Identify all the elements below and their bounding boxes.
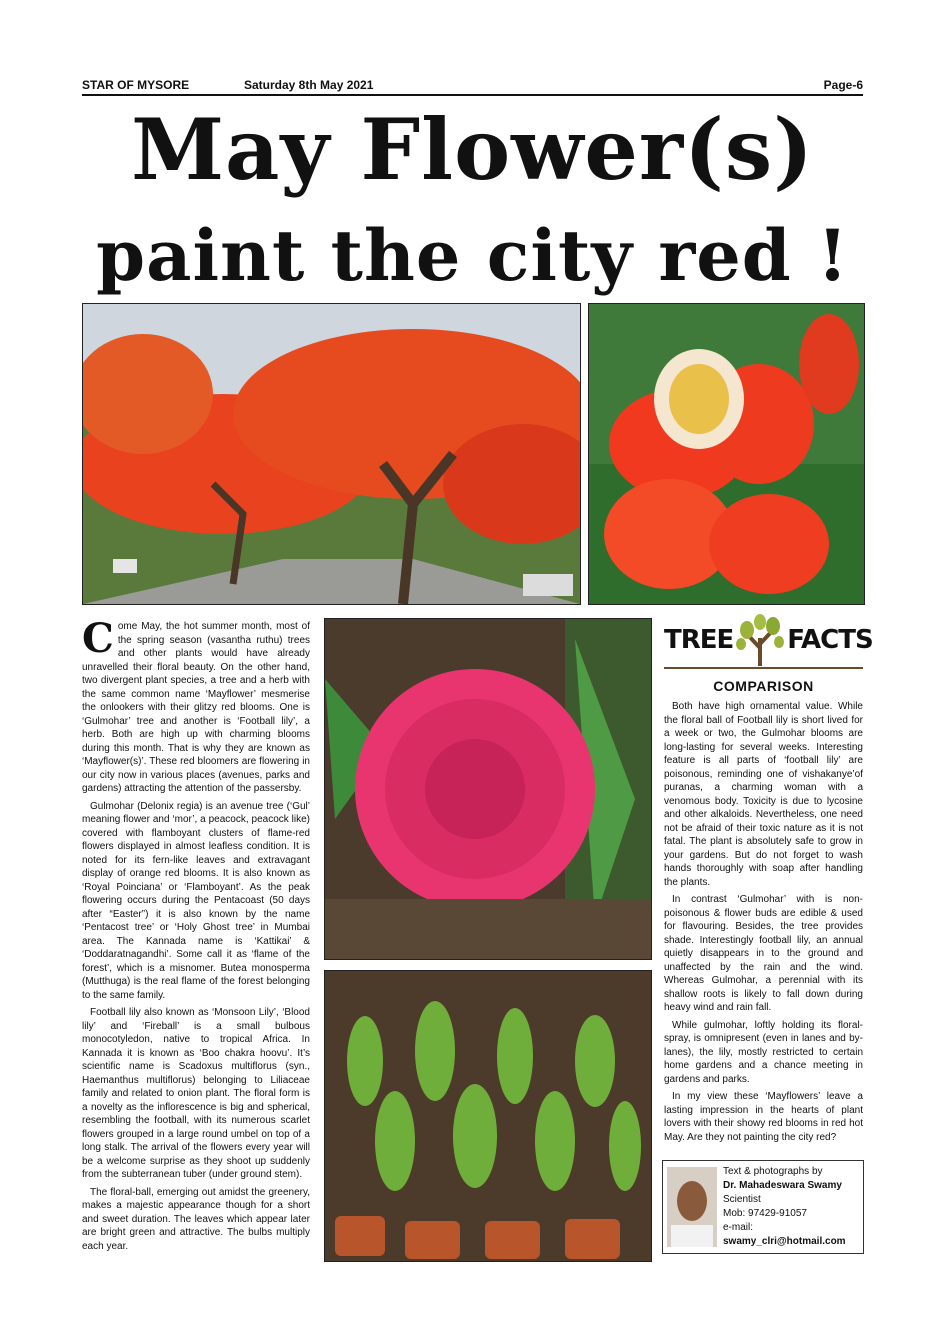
article-paragraph-3: Football lily also known as ‘Monsoon Lily’, ‘Blood lily’ and ‘Fireball’ is a small bulbous monocotyledon, native to tropical Africa. In Kannada it is known as ‘Boo chakra hoovu’. It’s scientific name is Scadoxus multiflorus (syn., Haemanthus multiflorus) belonging to Liliaceae family and related to onion plant. The floral form is a novelty as the inflorescence is big and spherical, resembling the football, with its numerous scarlet flowers grouped in a large round umbel on top of a long stalk. The arrival of the flowers every year will be a welcome surprise as they shoot up suddenly from the subterranean tuber (under ground stem). <box>82 1007 310 1180</box>
headline-line1: May Flower(s) <box>131 100 814 199</box>
football-lily-photo <box>324 618 652 960</box>
drop-cap: C <box>82 615 114 662</box>
gulmohar-avenue-photo <box>82 303 581 605</box>
author-role: Scientist <box>723 1194 761 1205</box>
author-mobile: Mob: 97429-91057 <box>723 1208 807 1219</box>
author-photo <box>667 1167 717 1247</box>
potted-plants-photo <box>324 970 652 1262</box>
tree-facts-word-1: TREE <box>664 625 734 655</box>
email-label: e-mail: <box>723 1222 754 1233</box>
newspaper-name: STAR OF MYSORE <box>82 78 190 92</box>
tree-facts-word-2: FACTS <box>787 625 873 655</box>
tree-facts-column <box>664 700 863 1148</box>
headline-line2: paint the city red ! <box>96 214 849 297</box>
header-rule <box>82 94 863 96</box>
comparison-subhead: COMPARISON <box>713 678 814 694</box>
credit-line: Text & photographs by <box>723 1166 823 1177</box>
tree-facts-banner <box>664 612 873 668</box>
comparison-paragraph-2: In contrast ‘Gulmohar’ with is non-poisonous & flower buds are edible & used for flavouring. Besides, the tree provides shade. Interestingly football lily, an annual quietly disappears in to the ground and unaffected by the rain and the wind. Whereas Gulmohar, a perennial with its shallow roots is likely to fall down during heavy wind and rain fall. <box>664 894 863 1013</box>
tree-facts-rule <box>664 667 863 669</box>
author-email: swamy_clri@hotmail.com <box>723 1236 846 1247</box>
page-number: Page-6 <box>823 78 863 92</box>
comparison-paragraph-1: Both have high ornamental value. While the floral ball of Football lily is short lived for a week or two, the Gulmohar blooms are long-lasting for several weeks. Interesting feature is all parts of ‘football lily’ are poisonous, reminding one of vishakanye’of puranas, a charming woman with a venomous body. Toxicity is due to lycosine and other alkaloids. Nevertheless, one need not be afraid of their toxic nature as it is not fatal. The plant is absolutely safe to grow in your gardens. But do not forget to wash hands thoroughly with soap after handling the plants. <box>664 701 863 888</box>
article-paragraph-4: The floral-ball, emerging out amidst the greenery, makes a majestic appearance though for a short and sweet duration. The leaves which appear later are bright green and attractive. The bulbs multiply each year. <box>82 1186 310 1252</box>
article-paragraph-2: Gulmohar (Delonix regia) is an avenue tree (‘Gul’ meaning flower and ‘mor’, a peacock, peacock like) covered with flamboyant clusters of flame-red flowers displayed in almost leafless condition. It is noted for its fern-like leaves and extravagant display of orange red blooms. It is also known as ‘Royal Poinciana’ or ‘Flamboyant’. As the peak flowering occurs during the Pentacoast (50 days after “Easter”) it is also known by the name ‘Pentacost tree’ or ‘Holy Ghost tree’ in Mumbai area. The Kannada name is ‘Kattikai’ & ‘Doddaratnagandhi’. Some call it as ‘flame of the forest’, which is a misnomer. Butea monosperma (Mutthuga) is the real flame of the forest belonging to the same family. <box>82 800 310 1001</box>
issue-date: Saturday 8th May 2021 <box>244 78 374 92</box>
gulmohar-flower-photo <box>588 303 865 605</box>
article-paragraph-1: ome May, the hot summer month, most of the spring season (vasantha ruthu) trees and other plants would have already unravelled their floral beauty. On the other hand, two divergent plant species, a tree and a herb with the same common name ‘Mayflower’ mesmerise the onlookers with their glitzy red blooms. One is ‘Gulmohar’ tree and another is ‘Football lily’, a herb. Both are high up with charming blooms during this month. That is why they are known as ‘Mayflower(s)’. These red bloomers are flowering in our city now in various places (avenues, parks and gardens) attracting the attention of the passersby. <box>82 621 310 794</box>
tree-icon <box>733 612 787 668</box>
author-credit-box <box>662 1160 864 1254</box>
article-left-column <box>82 615 310 1257</box>
author-name: Dr. Mahadeswara Swamy <box>723 1180 842 1191</box>
comparison-paragraph-3: While gulmohar, loftly holding its floral-spray, is omnipresent (even in lanes and by-lanes), the lily, mostly restricted to certain home gardens and a chance meeting in gardens and parks. <box>664 1019 863 1085</box>
comparison-paragraph-4: In my view these ‘Mayflowers’ leave a lasting impression in the hearts of plant lovers with their showy red blooms in red hot May. Are they not painting the city red? <box>664 1091 863 1143</box>
